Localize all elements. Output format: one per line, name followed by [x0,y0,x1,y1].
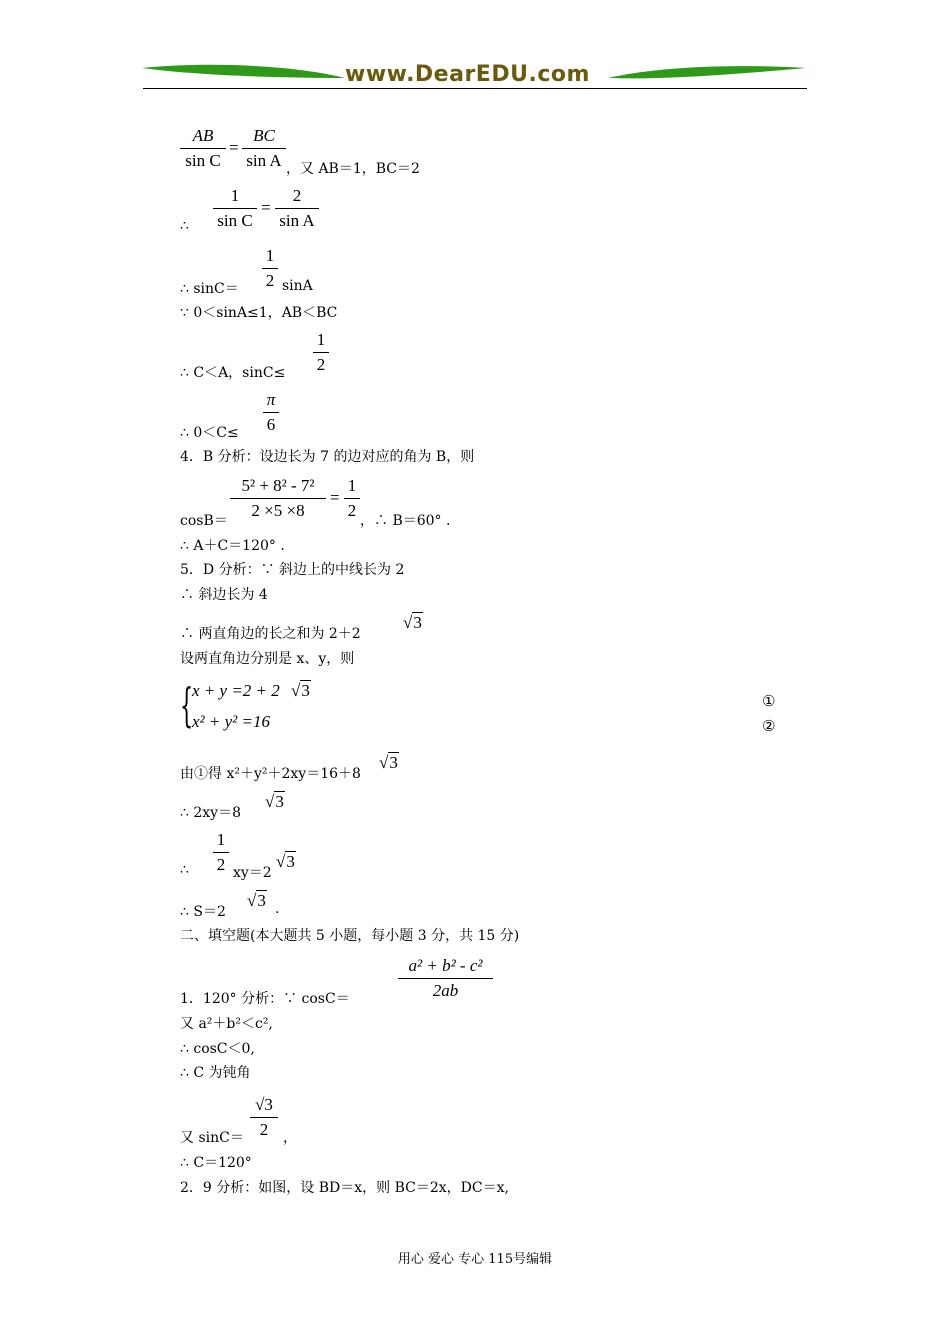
text-line: 由①得 x²＋y²＋2xy＝16＋8 [180,766,361,782]
text-line: ∴ 2xy＝8 [180,805,241,821]
text-line: ∵ 0＜sinA≤1，AB＜BC [180,305,338,321]
fraction-1-sinc: 1 sin C [213,186,257,231]
sqrt-3: √3 [291,681,310,700]
text-line: 4．B 分析：设边长为 7 的边对应的角为 B，则 [180,449,475,465]
section-heading: 二、填空题(本大题共 5 小题，每小题 3 分，共 15 分) [180,928,520,944]
text-line: sinA [282,278,313,294]
fraction-half: 1 2 [213,830,229,875]
text-line: 设两直角边分别是 x、y，则 [180,651,355,667]
equals-sign: = [229,138,239,157]
text-line: . [275,901,280,917]
sqrt-3: √3 [265,792,284,811]
sqrt-3: √3 [276,852,295,871]
text-line: ，又 AB＝1，BC＝2 [286,161,420,177]
text-line: 1．120° 分析：∵ cosC＝ [180,991,350,1007]
therefore-symbol: ∴ [180,862,189,878]
text-line: 又 sinC＝ [180,1130,244,1146]
text-line: ∴ C＝120° [180,1155,252,1171]
text-line: ∴ cosC＜0, [180,1041,255,1057]
marker-1: ① [762,692,776,710]
sqrt-3: √3 [247,891,266,910]
text-line: xy＝2 [233,865,272,881]
text-line: ，∴ B＝60° . [360,513,451,529]
fraction-bc-sina: BC sin A [242,126,286,171]
text-line: ∴ 0＜C≤ [180,425,239,441]
fraction-2-sina: 2 sin A [275,186,319,231]
therefore-symbol: ∴ [180,218,189,234]
fraction-ab-sinc: AB sin C [180,126,226,171]
equals-sign: = [261,198,271,217]
text-line: 又 a²＋b²＜c², [180,1016,273,1032]
fraction-cosc: a² + b² - c² 2ab [398,956,493,1001]
text-line: ∴ 斜边长为 4 [180,587,268,603]
fraction-half: 1 2 [344,476,360,521]
equation-2: x² + y² =16 [192,712,270,731]
fraction-sqrt3-2: √3 2 [250,1095,278,1140]
text-line: ∴ C 为钝角 [180,1065,251,1081]
sqrt-3: √3 [379,753,398,772]
text-line: 5．D 分析：∵ 斜边上的中线长为 2 [180,562,405,578]
text-line: ∴ S＝2 [180,904,226,920]
header-rule [143,88,807,89]
text-line: ， [283,1130,297,1146]
fraction-cosb: 5² + 8² - 7² 2 ×5 ×8 [230,476,326,521]
fraction-half: 1 2 [262,246,278,291]
fraction-pi-6: π 6 [263,390,279,435]
equation-1: x + y =2 + 2 [192,681,280,700]
text-line: ∴ 两直角边的长之和为 2＋2 [180,626,361,642]
text-line: 2．9 分析：如图，设 BD＝x，则 BC＝2x，DC＝x, [180,1180,509,1196]
text-line: ∴ sinC＝ [180,281,239,297]
site-brand[interactable]: www.DearEDU.com [345,62,590,87]
marker-2: ② [762,717,776,735]
page-footer: 用心 爱心 专心 115号编辑 [397,1252,553,1267]
text-line: ∴ C＜A，sinC≤ [180,365,286,381]
fraction-half: 1 2 [313,330,329,375]
brace-icon: { [180,678,194,732]
text-line: cosB＝ [180,513,228,529]
text-line: ∴ A＋C＝120° . [180,538,285,554]
equals-sign: = [330,488,340,507]
sqrt-3: √3 [403,613,422,632]
